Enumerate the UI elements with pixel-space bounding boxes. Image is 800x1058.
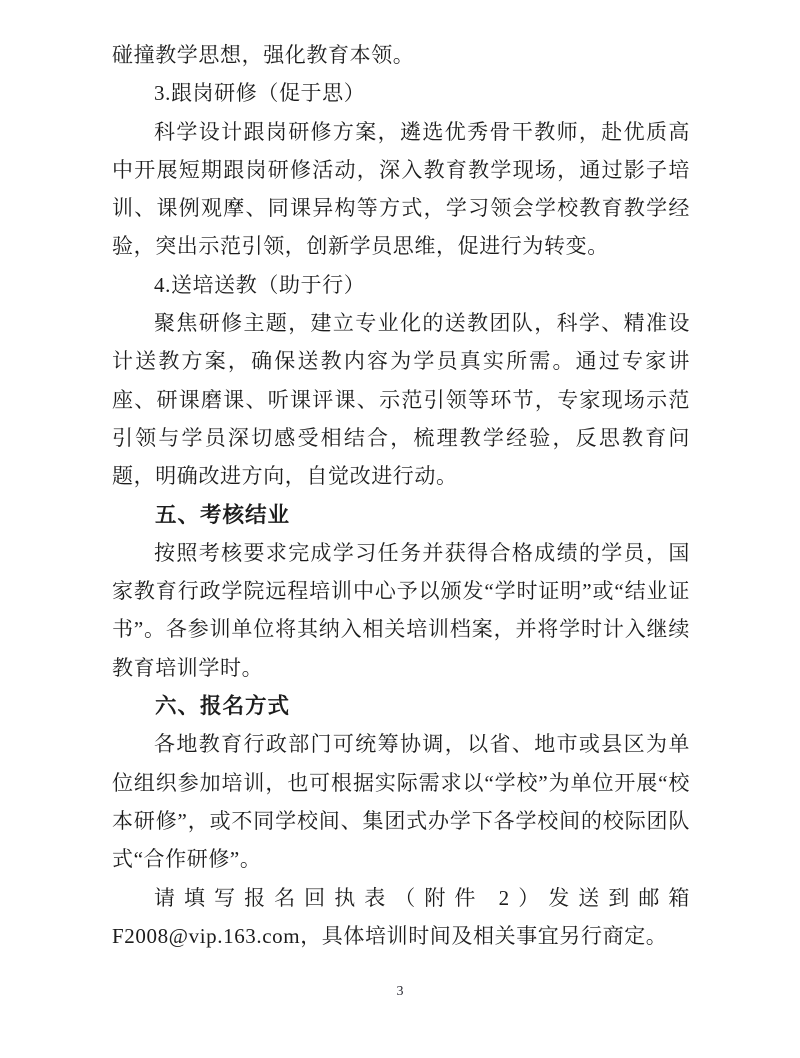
subheading-item-4: 4.送培送教（助于行） [154, 272, 366, 297]
page-number: 3 [396, 984, 404, 999]
subheading-item-3: 3.跟岗研修（促于思） [154, 81, 366, 106]
section-heading-baoming: 六、报名方式 [155, 694, 291, 719]
paragraph-continuation: 碰撞教学思想，强化教育本领。 [112, 43, 415, 67]
paragraph-huizhibiao-email: 请填写报名回执表（附件 2）发送到邮箱 F2008@vip.163.com，具体培训时间及相关事宜另行商定。 [112, 885, 690, 948]
paragraph-genggang-yanxiu: 科学设计跟岗研修方案，遴选优秀骨干教师，赴优质高中开展短期跟岗研修活动，深入教育教学现场，通过影子培训、课例观摩、同课异构等方式，学习领会学校教育教学经验，突出示范引领，创新学员思维，促进行为转变。 [112, 119, 690, 259]
paragraph-songpei-songjiao: 聚焦研修主题，建立专业化的送教团队，科学、精准设计送教方案，确保送教内容为学员真实所需。通过专家讲座、研课磨课、听课评课、示范引领等环节，专家现场示范引领与学员深切感受相结合，梳理教学经验，反思教育问题，明确改进方向，自觉改进行动。 [112, 311, 690, 489]
section-heading-kaohe-jieye: 五、考核结业 [155, 502, 291, 527]
paragraph-baoming-fangshi: 各地教育行政部门可统筹协调，以省、地市或县区为单位组织参加培训，也可根据实际需求以“学校”为单位开展“校本研修”，或不同学校间、集团式办学下各学校间的校际团队式“合作研修”。 [112, 732, 690, 872]
paragraph-kaohe-jieye: 按照考核要求完成学习任务并获得合格成绩的学员，国家教育行政学院远程培训中心予以颁发“学时证明”或“结业证书”。各参训单位将其纳入相关培训档案，并将学时计入继续教育培训学时。 [112, 540, 690, 680]
document-body [112, 36, 690, 955]
